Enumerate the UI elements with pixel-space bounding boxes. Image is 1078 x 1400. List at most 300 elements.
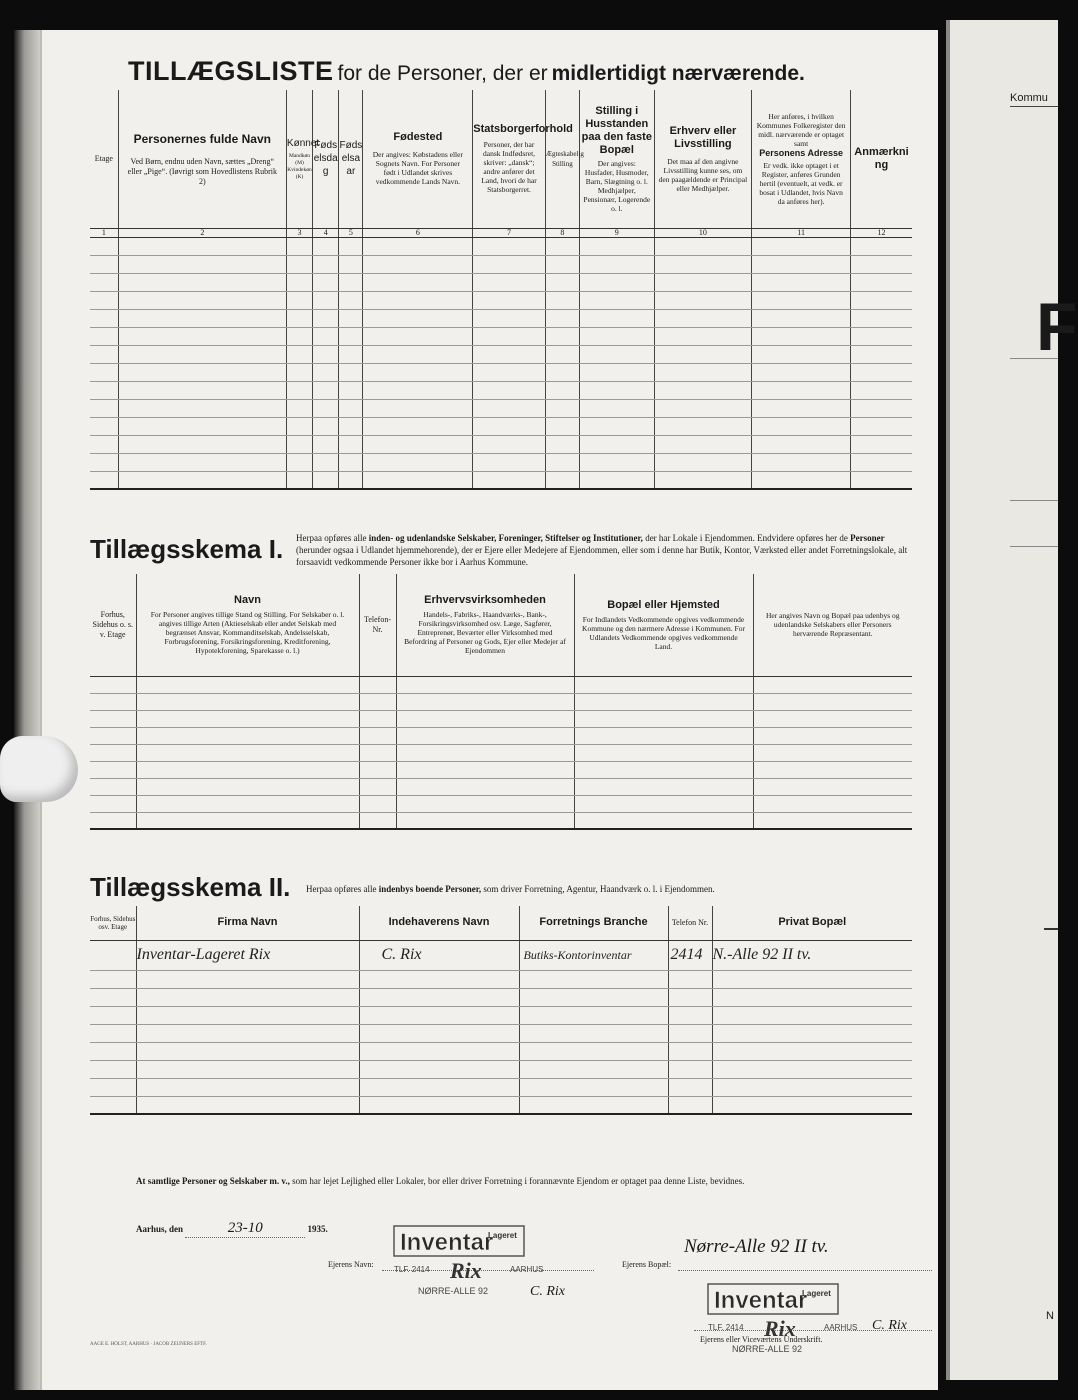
empty-cell bbox=[545, 273, 579, 291]
empty-row bbox=[90, 710, 912, 727]
empty-row bbox=[90, 744, 912, 761]
empty-cell bbox=[712, 1096, 912, 1114]
empty-cell bbox=[850, 417, 912, 435]
empty-cell bbox=[850, 399, 912, 417]
date-handwritten: 23-10 bbox=[185, 1220, 305, 1238]
t1-col-etage: Etage bbox=[90, 90, 118, 228]
empty-cell bbox=[850, 291, 912, 309]
empty-cell bbox=[753, 693, 912, 710]
schema2-body bbox=[90, 970, 912, 1114]
empty-cell bbox=[136, 761, 359, 778]
t1-col-foedested: Fødested Der angives: Købstadens eller Sognets Navn. For Personer født i Udlandet skrives vedkommende Lands Navn. bbox=[363, 90, 473, 228]
empty-cell bbox=[753, 710, 912, 727]
empty-cell bbox=[712, 1006, 912, 1024]
empty-cell bbox=[545, 435, 579, 453]
empty-cell bbox=[752, 273, 851, 291]
empty-cell bbox=[359, 727, 396, 744]
empty-cell bbox=[313, 309, 339, 327]
empty-cell bbox=[850, 237, 912, 255]
stamp-text-lageret: Lageret bbox=[802, 1289, 831, 1298]
schema1-description: Herpaa opføres alle inden- og udenlandske Selskaber, Foreninger, Stiftelser og Institutioner, der har Lokale i Ejendommen. Endvidere opføres her de Personer (herunder ogsaa i Udlandet hjemmehorende), der er Ejere eller Medejere af Ejendommen, eller som i denne har Butik, Kontor, Værksted eller andet Forretningslokale, alt forsaavidt vedkommende Personer ikke bor i Aarhus Kommune. bbox=[296, 533, 908, 567]
empty-row bbox=[90, 761, 912, 778]
empty-cell bbox=[313, 327, 339, 345]
empty-cell bbox=[580, 471, 655, 489]
schema2-table bbox=[90, 906, 912, 1115]
empty-cell bbox=[545, 363, 579, 381]
empty-cell bbox=[473, 435, 546, 453]
empty-cell bbox=[90, 1024, 136, 1042]
empty-cell bbox=[90, 273, 118, 291]
empty-cell bbox=[136, 744, 359, 761]
stamp-text-street: NØRRE-ALLE 92 bbox=[732, 1344, 803, 1354]
s2-col-indehaver: Indehaverens Navn bbox=[359, 906, 519, 940]
empty-cell bbox=[545, 291, 579, 309]
empty-cell bbox=[668, 988, 712, 1006]
empty-cell bbox=[580, 291, 655, 309]
empty-cell bbox=[668, 970, 712, 988]
empty-cell bbox=[654, 237, 752, 255]
empty-cell bbox=[363, 273, 473, 291]
empty-cell bbox=[118, 237, 286, 255]
empty-cell bbox=[136, 1006, 359, 1024]
next-page-rule-4 bbox=[1010, 546, 1058, 547]
empty-cell bbox=[363, 363, 473, 381]
empty-cell bbox=[359, 812, 396, 829]
empty-cell bbox=[286, 255, 312, 273]
empty-cell bbox=[90, 291, 118, 309]
empty-cell bbox=[286, 363, 312, 381]
empty-cell bbox=[580, 273, 655, 291]
empty-cell bbox=[545, 417, 579, 435]
empty-cell bbox=[339, 255, 363, 273]
next-page-rule-2 bbox=[1010, 358, 1058, 359]
s1-col-repraesentant: Her angives Navn og Bopæl paa udenbys og udenlandske Selskabers eller Personers herværende Repræsentant. bbox=[753, 574, 912, 676]
schema2-title: Tillægsskema II. bbox=[90, 872, 291, 902]
company-stamp-1 bbox=[392, 1222, 562, 1308]
next-page-edge bbox=[946, 20, 1078, 1380]
empty-cell bbox=[339, 309, 363, 327]
empty-cell bbox=[712, 1042, 912, 1060]
empty-cell bbox=[136, 727, 359, 744]
empty-cell bbox=[654, 417, 752, 435]
empty-cell bbox=[712, 970, 912, 988]
schema1-title: Tillægsskema I. bbox=[90, 534, 284, 564]
empty-cell bbox=[359, 1078, 519, 1096]
empty-cell bbox=[580, 435, 655, 453]
empty-cell bbox=[396, 778, 574, 795]
empty-cell bbox=[90, 1006, 136, 1024]
empty-cell bbox=[286, 471, 312, 489]
empty-cell bbox=[753, 778, 912, 795]
stamp-text-street: NØRRE-ALLE 92 bbox=[418, 1286, 489, 1296]
schema1-table bbox=[90, 574, 912, 830]
empty-cell bbox=[752, 255, 851, 273]
empty-cell bbox=[654, 327, 752, 345]
s2-col-firma: Firma Navn bbox=[136, 906, 359, 940]
empty-cell bbox=[580, 345, 655, 363]
empty-cell bbox=[519, 1006, 668, 1024]
empty-cell bbox=[850, 471, 912, 489]
empty-cell bbox=[545, 399, 579, 417]
owner-name-label: Ejerens Navn: bbox=[328, 1260, 374, 1269]
empty-row bbox=[90, 988, 912, 1006]
owner-signature-handwritten: C. Rix bbox=[530, 1284, 565, 1299]
empty-cell bbox=[286, 327, 312, 345]
empty-cell bbox=[90, 676, 136, 693]
s1-col-navn: Navn For Personer angives tillige Stand og Stilling. For Selskaber o. l. angives tillige Arten (Aktieselskab eller andet Selskab med begrænset Ansvar, Kommanditselskab, Andelsselskab, Forbrugsforening, Forsikringsforening, Kreditforening, Hypotekforening, Sparekasse o. l.) bbox=[136, 574, 359, 676]
empty-cell bbox=[136, 795, 359, 812]
schema2-entry-row bbox=[90, 940, 912, 970]
empty-cell bbox=[90, 345, 118, 363]
empty-cell bbox=[473, 309, 546, 327]
entry-etage bbox=[90, 940, 136, 970]
empty-cell bbox=[545, 381, 579, 399]
empty-row bbox=[90, 363, 912, 381]
empty-cell bbox=[90, 309, 118, 327]
empty-cell bbox=[753, 812, 912, 829]
main-title-middle: for de Personer, der er bbox=[337, 62, 548, 85]
empty-cell bbox=[580, 255, 655, 273]
attestation-statement: At samtlige Personer og Selskaber m. v., som har lejet Lejlighed eller Lokaler, bor eller driver Forretning i forannævnte Ejendom er optaget paa denne Liste, bevidnes. bbox=[136, 1176, 745, 1186]
empty-cell bbox=[118, 399, 286, 417]
empty-cell bbox=[136, 1096, 359, 1114]
table1-body bbox=[90, 237, 912, 489]
empty-cell bbox=[363, 345, 473, 363]
empty-cell bbox=[396, 812, 574, 829]
empty-cell bbox=[136, 778, 359, 795]
empty-cell bbox=[396, 761, 574, 778]
empty-cell bbox=[118, 363, 286, 381]
t1-col-foedselsdag: Fødselsdag bbox=[313, 90, 339, 228]
empty-cell bbox=[363, 471, 473, 489]
empty-cell bbox=[136, 988, 359, 1006]
s1-col-etage: Forhus, Sidehus o. s. v. Etage bbox=[90, 574, 136, 676]
empty-cell bbox=[90, 727, 136, 744]
stamp-text-city: AARHUS bbox=[824, 1323, 858, 1332]
empty-cell bbox=[712, 1060, 912, 1078]
empty-cell bbox=[339, 417, 363, 435]
page-binding-edge bbox=[14, 30, 40, 1390]
empty-cell bbox=[752, 237, 851, 255]
entry-branche: Butiks-Kontorinventar bbox=[519, 940, 668, 970]
empty-cell bbox=[753, 727, 912, 744]
empty-row bbox=[90, 1096, 912, 1114]
empty-cell bbox=[519, 970, 668, 988]
empty-cell bbox=[286, 309, 312, 327]
empty-cell bbox=[339, 453, 363, 471]
schema1-body bbox=[90, 676, 912, 829]
empty-cell bbox=[752, 471, 851, 489]
stamp-text-rix: Rix bbox=[764, 1316, 796, 1341]
t1-col-koennet: Kønnet Mandkøn (M) Kvindekøn (K) bbox=[286, 90, 312, 228]
empty-cell bbox=[363, 309, 473, 327]
empty-cell bbox=[668, 1060, 712, 1078]
empty-row bbox=[90, 273, 912, 291]
entry-private-address: N.-Alle 92 II tv. bbox=[712, 940, 912, 970]
empty-row bbox=[90, 345, 912, 363]
empty-cell bbox=[850, 327, 912, 345]
empty-cell bbox=[752, 435, 851, 453]
main-title-end: midlertidigt nærværende. bbox=[551, 62, 805, 85]
stamp-text-inventar: Inventar bbox=[714, 1287, 808, 1314]
census-form-page bbox=[40, 30, 938, 1390]
empty-cell bbox=[574, 693, 753, 710]
empty-row bbox=[90, 399, 912, 417]
empty-cell bbox=[136, 1078, 359, 1096]
empty-cell bbox=[850, 381, 912, 399]
empty-cell bbox=[574, 710, 753, 727]
empty-cell bbox=[90, 795, 136, 812]
empty-cell bbox=[580, 381, 655, 399]
empty-cell bbox=[580, 237, 655, 255]
empty-cell bbox=[473, 255, 546, 273]
empty-cell bbox=[286, 453, 312, 471]
empty-cell bbox=[753, 744, 912, 761]
date-line: Aarhus, den 23-10 1935. bbox=[136, 1220, 328, 1236]
empty-cell bbox=[90, 399, 118, 417]
empty-cell bbox=[90, 417, 118, 435]
empty-cell bbox=[339, 327, 363, 345]
empty-cell bbox=[752, 399, 851, 417]
empty-cell bbox=[850, 255, 912, 273]
stamp-text-inventar: Inventar bbox=[400, 1229, 494, 1256]
t1-col-aegteskab: Ægteskabelig Stilling bbox=[545, 90, 579, 228]
empty-cell bbox=[313, 417, 339, 435]
empty-cell bbox=[396, 744, 574, 761]
empty-cell bbox=[118, 327, 286, 345]
empty-cell bbox=[363, 327, 473, 345]
empty-cell bbox=[363, 417, 473, 435]
empty-cell bbox=[363, 291, 473, 309]
empty-cell bbox=[712, 1024, 912, 1042]
empty-cell bbox=[712, 1078, 912, 1096]
empty-cell bbox=[654, 363, 752, 381]
empty-cell bbox=[752, 327, 851, 345]
empty-cell bbox=[313, 453, 339, 471]
empty-cell bbox=[313, 345, 339, 363]
next-page-big-letter: F bbox=[1036, 289, 1078, 365]
empty-cell bbox=[545, 345, 579, 363]
s2-col-telefon: Telefon Nr. bbox=[668, 906, 712, 940]
empty-cell bbox=[339, 435, 363, 453]
empty-cell bbox=[313, 435, 339, 453]
empty-cell bbox=[359, 1060, 519, 1078]
empty-cell bbox=[473, 291, 546, 309]
empty-cell bbox=[286, 345, 312, 363]
empty-cell bbox=[339, 345, 363, 363]
empty-row bbox=[90, 676, 912, 693]
empty-cell bbox=[359, 693, 396, 710]
empty-cell bbox=[580, 309, 655, 327]
empty-cell bbox=[118, 273, 286, 291]
empty-cell bbox=[359, 988, 519, 1006]
empty-cell bbox=[136, 1024, 359, 1042]
empty-cell bbox=[473, 453, 546, 471]
empty-cell bbox=[574, 761, 753, 778]
t1-col-adresse: Her anføres, i hvilken Kommunes Folkeregister den midl. nærværende er optaget samt Personens Adresse Er vedk. ikke optaget i et Register, anføres Grunden hertil (eventuelt, at vedk. er bosat i Udlandet, hvis Navn da anføres her). bbox=[752, 90, 851, 228]
empty-cell bbox=[359, 1006, 519, 1024]
empty-cell bbox=[752, 381, 851, 399]
empty-cell bbox=[519, 1024, 668, 1042]
s2-col-branche: Forretnings Branche bbox=[519, 906, 668, 940]
empty-cell bbox=[654, 273, 752, 291]
empty-cell bbox=[118, 417, 286, 435]
empty-cell bbox=[363, 399, 473, 417]
empty-cell bbox=[90, 988, 136, 1006]
empty-cell bbox=[136, 693, 359, 710]
entry-owner-name: C. Rix bbox=[359, 940, 519, 970]
t1-col-husstand: Stilling i Husstanden paa den faste Bopæl Der angives: Husfader, Husmoder, Barn, Slægtning o. l. Medhjælper, Pensionær, Logerende o. l. bbox=[580, 90, 655, 228]
empty-cell bbox=[654, 255, 752, 273]
empty-cell bbox=[90, 970, 136, 988]
empty-cell bbox=[339, 237, 363, 255]
empty-cell bbox=[90, 471, 118, 489]
table1-header-row bbox=[90, 90, 912, 228]
empty-row bbox=[90, 435, 912, 453]
empty-cell bbox=[668, 1096, 712, 1114]
empty-cell bbox=[574, 744, 753, 761]
empty-cell bbox=[313, 399, 339, 417]
empty-cell bbox=[545, 327, 579, 345]
empty-cell bbox=[136, 812, 359, 829]
empty-cell bbox=[359, 970, 519, 988]
empty-cell bbox=[118, 309, 286, 327]
empty-cell bbox=[363, 237, 473, 255]
empty-cell bbox=[339, 381, 363, 399]
empty-cell bbox=[339, 291, 363, 309]
schema2-description: Herpaa opføres alle indenbys boende Personer, som driver Forretning, Agentur, Haandværk o. l. i Ejendommen. bbox=[306, 884, 715, 894]
s1-col-erhverv: Erhvervsvirksomheden Handels-, Fabriks-, Haandværks-, Bank-, Forsikringsvirksomhed osv. Læge, Sagfører, Entreprenør, Beværter eller Virksomhed med Befordring af Personer og Gods, Ejer eller Medejer af Ejendommen bbox=[396, 574, 574, 676]
empty-row bbox=[90, 237, 912, 255]
empty-cell bbox=[654, 345, 752, 363]
empty-cell bbox=[752, 309, 851, 327]
empty-cell bbox=[850, 453, 912, 471]
main-title-word: TILLÆGSLISTE bbox=[128, 56, 334, 86]
empty-row bbox=[90, 1006, 912, 1024]
empty-cell bbox=[545, 309, 579, 327]
empty-cell bbox=[574, 812, 753, 829]
next-page-rule-3 bbox=[1010, 500, 1058, 501]
empty-cell bbox=[136, 710, 359, 727]
empty-cell bbox=[359, 744, 396, 761]
empty-cell bbox=[90, 761, 136, 778]
empty-cell bbox=[359, 1096, 519, 1114]
empty-cell bbox=[580, 399, 655, 417]
empty-cell bbox=[654, 453, 752, 471]
empty-row bbox=[90, 693, 912, 710]
empty-cell bbox=[90, 744, 136, 761]
stamp-text-rix: Rix bbox=[450, 1258, 482, 1283]
empty-cell bbox=[519, 1060, 668, 1078]
empty-cell bbox=[286, 291, 312, 309]
empty-cell bbox=[668, 1006, 712, 1024]
empty-cell bbox=[90, 710, 136, 727]
empty-cell bbox=[519, 1078, 668, 1096]
empty-cell bbox=[654, 309, 752, 327]
empty-row bbox=[90, 471, 912, 489]
empty-cell bbox=[90, 1060, 136, 1078]
empty-cell bbox=[752, 345, 851, 363]
empty-cell bbox=[90, 453, 118, 471]
scanner-thumb bbox=[0, 736, 78, 802]
empty-cell bbox=[519, 988, 668, 1006]
empty-cell bbox=[90, 255, 118, 273]
owner-address-rule bbox=[678, 1270, 932, 1271]
empty-row bbox=[90, 795, 912, 812]
next-page-mark bbox=[1044, 928, 1058, 930]
empty-row bbox=[90, 255, 912, 273]
empty-cell bbox=[519, 1042, 668, 1060]
empty-cell bbox=[396, 710, 574, 727]
printer-mark: AAGE E. HOLST, AARHUS · JACOB ZEUNERS EFTF. bbox=[90, 1342, 207, 1347]
empty-row bbox=[90, 1060, 912, 1078]
empty-cell bbox=[313, 363, 339, 381]
empty-cell bbox=[473, 237, 546, 255]
empty-cell bbox=[286, 435, 312, 453]
s2-col-etage: Forhus, Sidehus osv. Etage bbox=[90, 906, 136, 940]
empty-cell bbox=[90, 237, 118, 255]
t1-col-foedselsaar: Fødselsaar bbox=[339, 90, 363, 228]
empty-cell bbox=[359, 1042, 519, 1060]
empty-cell bbox=[118, 381, 286, 399]
empty-cell bbox=[90, 693, 136, 710]
empty-cell bbox=[752, 363, 851, 381]
empty-cell bbox=[654, 381, 752, 399]
empty-cell bbox=[118, 291, 286, 309]
empty-cell bbox=[712, 988, 912, 1006]
empty-cell bbox=[473, 381, 546, 399]
empty-row bbox=[90, 1042, 912, 1060]
empty-cell bbox=[753, 795, 912, 812]
empty-cell bbox=[359, 676, 396, 693]
empty-cell bbox=[339, 399, 363, 417]
empty-cell bbox=[574, 727, 753, 744]
empty-cell bbox=[574, 778, 753, 795]
empty-cell bbox=[313, 471, 339, 489]
empty-cell bbox=[668, 1042, 712, 1060]
empty-cell bbox=[90, 812, 136, 829]
empty-cell bbox=[473, 417, 546, 435]
empty-row bbox=[90, 453, 912, 471]
vicevaert-signature-handwritten: C. Rix bbox=[872, 1318, 907, 1333]
empty-cell bbox=[850, 273, 912, 291]
empty-cell bbox=[359, 1024, 519, 1042]
empty-cell bbox=[850, 363, 912, 381]
empty-cell bbox=[545, 255, 579, 273]
empty-cell bbox=[752, 453, 851, 471]
empty-cell bbox=[473, 273, 546, 291]
empty-cell bbox=[136, 676, 359, 693]
empty-cell bbox=[752, 291, 851, 309]
empty-cell bbox=[90, 435, 118, 453]
empty-cell bbox=[473, 327, 546, 345]
empty-cell bbox=[339, 471, 363, 489]
empty-cell bbox=[396, 795, 574, 812]
empty-cell bbox=[359, 778, 396, 795]
empty-cell bbox=[545, 471, 579, 489]
empty-cell bbox=[396, 693, 574, 710]
empty-cell bbox=[118, 471, 286, 489]
empty-cell bbox=[574, 795, 753, 812]
empty-cell bbox=[752, 417, 851, 435]
empty-cell bbox=[286, 417, 312, 435]
empty-cell bbox=[850, 345, 912, 363]
empty-cell bbox=[313, 237, 339, 255]
s1-col-bopael: Bopæl eller Hjemsted For Indlandets Vedkommende opgives vedkommende Kommune og den nærmere Adresse i Kommunen. For Udlandets Vedkommende opgives vedkommende Land. bbox=[574, 574, 753, 676]
empty-cell bbox=[118, 345, 286, 363]
empty-row bbox=[90, 1024, 912, 1042]
empty-cell bbox=[313, 381, 339, 399]
